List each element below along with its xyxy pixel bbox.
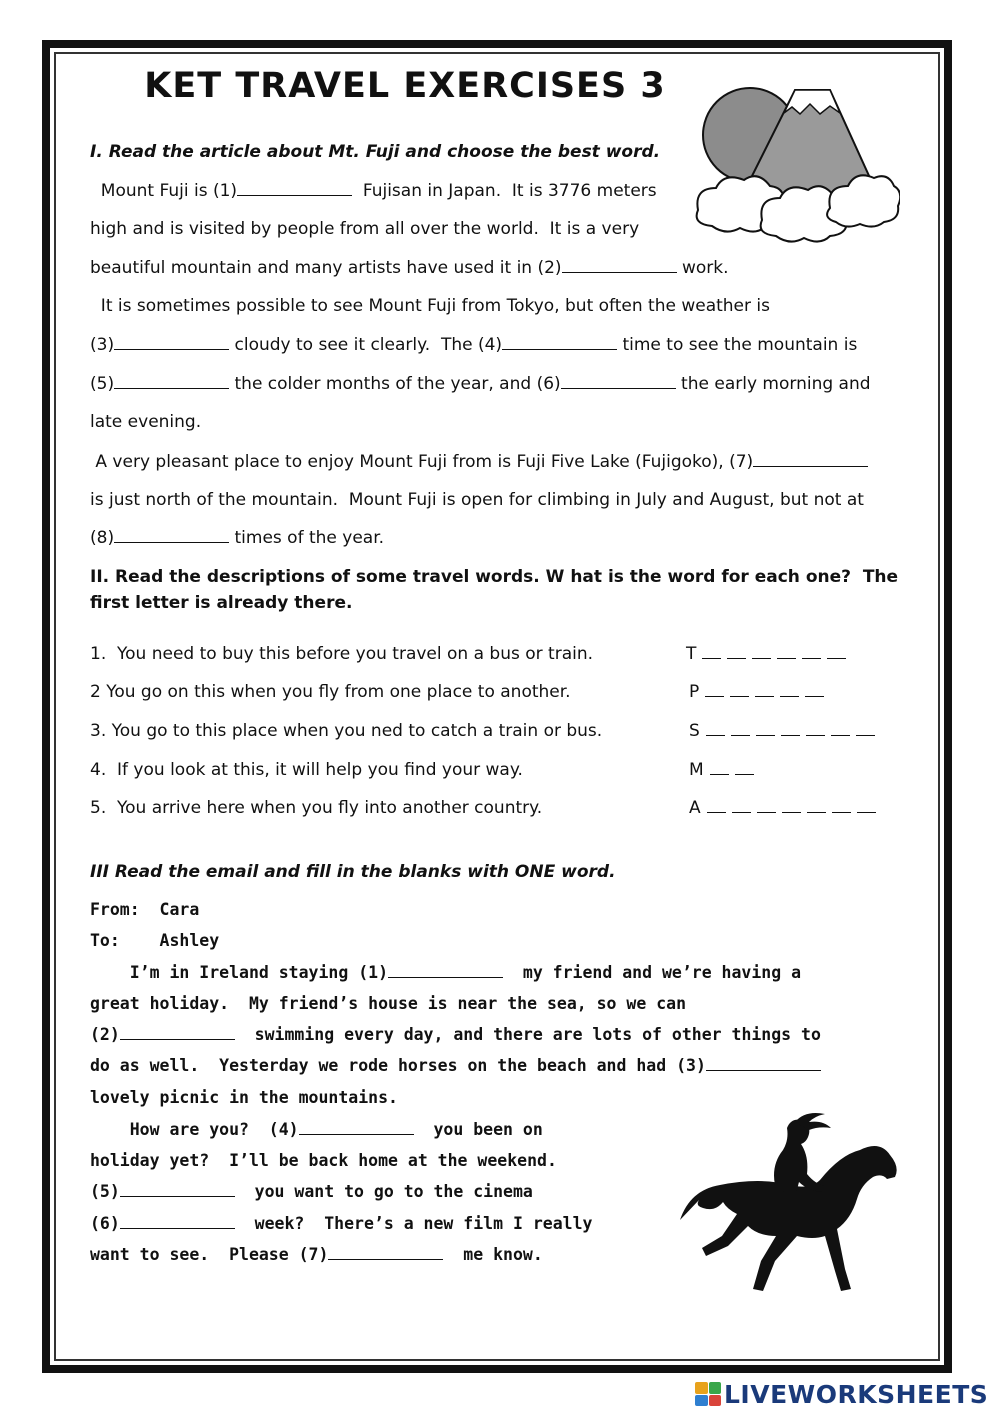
blank-1[interactable]: [237, 180, 352, 196]
travel-word-answer-3[interactable]: S: [689, 720, 875, 742]
travel-word-description-1: 1. You need to buy this before you travel on a bus or train.: [90, 644, 594, 664]
travel-word-description-2: 2 You go on this when you fly from one place to another.: [90, 682, 571, 702]
liveworksheets-logo-icon: [695, 1382, 721, 1406]
section1-heading: I. Read the article about Mt. Fuji and choose the best word.: [90, 142, 661, 162]
travel-word-answer-1[interactable]: T: [686, 643, 846, 665]
email-line-9: (6) week? There’s a new film I really: [90, 1214, 593, 1233]
section3-heading: III Read the email and fill in the blanks with ONE word.: [90, 862, 616, 882]
liveworksheets-logo: [695, 1380, 988, 1408]
travel-word-description-3: 3. You go to this place when you ned to catch a train or bus.: [90, 721, 603, 741]
blank-3[interactable]: [114, 334, 229, 350]
email-line-7: holiday yet? I’ll be back home at the weekend.: [90, 1151, 557, 1170]
article-line-8: A very pleasant place to enjoy Mount Fuji from is Fuji Five Lake (Fujigoko), (7): [90, 451, 868, 473]
travel-word-answer-2[interactable]: P: [689, 681, 824, 703]
email-line-4: do as well. Yesterday we rode horses on the beach and had (3): [90, 1055, 821, 1077]
email-line-2: great holiday. My friend’s house is near the sea, so we can: [90, 994, 687, 1013]
section2-heading-line-1: II. Read the descriptions of some travel words. W hat is the word for each one? The: [90, 567, 899, 587]
email-blank-6[interactable]: [120, 1213, 235, 1229]
email-line-1: I’m in Ireland staying (1) my friend and we’re having a: [90, 963, 802, 982]
email-from: From: Cara: [90, 900, 200, 919]
blank-8[interactable]: [114, 527, 229, 543]
email-line-5: lovely picnic in the mountains.: [90, 1088, 398, 1107]
section2-heading-line-2: first letter is already there.: [90, 593, 353, 613]
email-blank-7[interactable]: [328, 1244, 443, 1260]
travel-word-description-4: 4. If you look at this, it will help you find your way.: [90, 760, 523, 780]
mount-fuji-illustration: [690, 80, 900, 250]
travel-word-answer-4[interactable]: M: [689, 759, 754, 781]
article-line-3: beautiful mountain and many artists have used it in (2) work.: [90, 258, 729, 278]
email-line-3: (2) swimming every day, and there are lots of other things to: [90, 1025, 821, 1044]
email-to: To: Ashley: [90, 931, 220, 950]
page-title: KET TRAVEL EXERCISES 3: [144, 66, 666, 106]
article-line-4: It is sometimes possible to see Mount Fuji from Tokyo, but often the weather is: [90, 296, 770, 316]
email-line-6: How are you? (4) you been on: [90, 1120, 543, 1139]
article-line-5: (3) cloudy to see it clearly. The (4) time to see the mountain is: [90, 335, 858, 355]
email-blank-2[interactable]: [120, 1024, 235, 1040]
email-line-8: (5) you want to go to the cinema: [90, 1182, 533, 1201]
blank-2[interactable]: [562, 257, 677, 273]
email-line-10: want to see. Please (7) me know.: [90, 1245, 543, 1264]
article-line-7: late evening.: [90, 412, 202, 432]
email-blank-3[interactable]: [706, 1055, 821, 1071]
travel-word-description-5: 5. You arrive here when you fly into another country.: [90, 798, 543, 818]
email-blank-1[interactable]: [388, 962, 503, 978]
article-line-1: Mount Fuji is (1) Fujisan in Japan. It is 3776 meters: [90, 181, 657, 201]
blank-4[interactable]: [502, 334, 617, 350]
liveworksheets-logo-text: LIVEWORKSHEETS: [724, 1379, 989, 1409]
article-line-10: (8) times of the year.: [90, 528, 385, 548]
article-line-2: high and is visited by people from all over the world. It is a very: [90, 219, 640, 239]
blank-5[interactable]: [114, 373, 229, 389]
article-line-9: is just north of the mountain. Mount Fuji is open for climbing in July and August, but not at: [90, 490, 864, 510]
email-blank-5[interactable]: [120, 1181, 235, 1197]
blank-6[interactable]: [561, 373, 676, 389]
article-line-6: (5) the colder months of the year, and (6) the early morning and: [90, 374, 871, 394]
horse-rider-silhouette: [670, 1110, 910, 1315]
travel-word-answer-5[interactable]: A: [689, 797, 876, 819]
blank-7[interactable]: [753, 451, 868, 467]
email-blank-4[interactable]: [299, 1119, 414, 1135]
